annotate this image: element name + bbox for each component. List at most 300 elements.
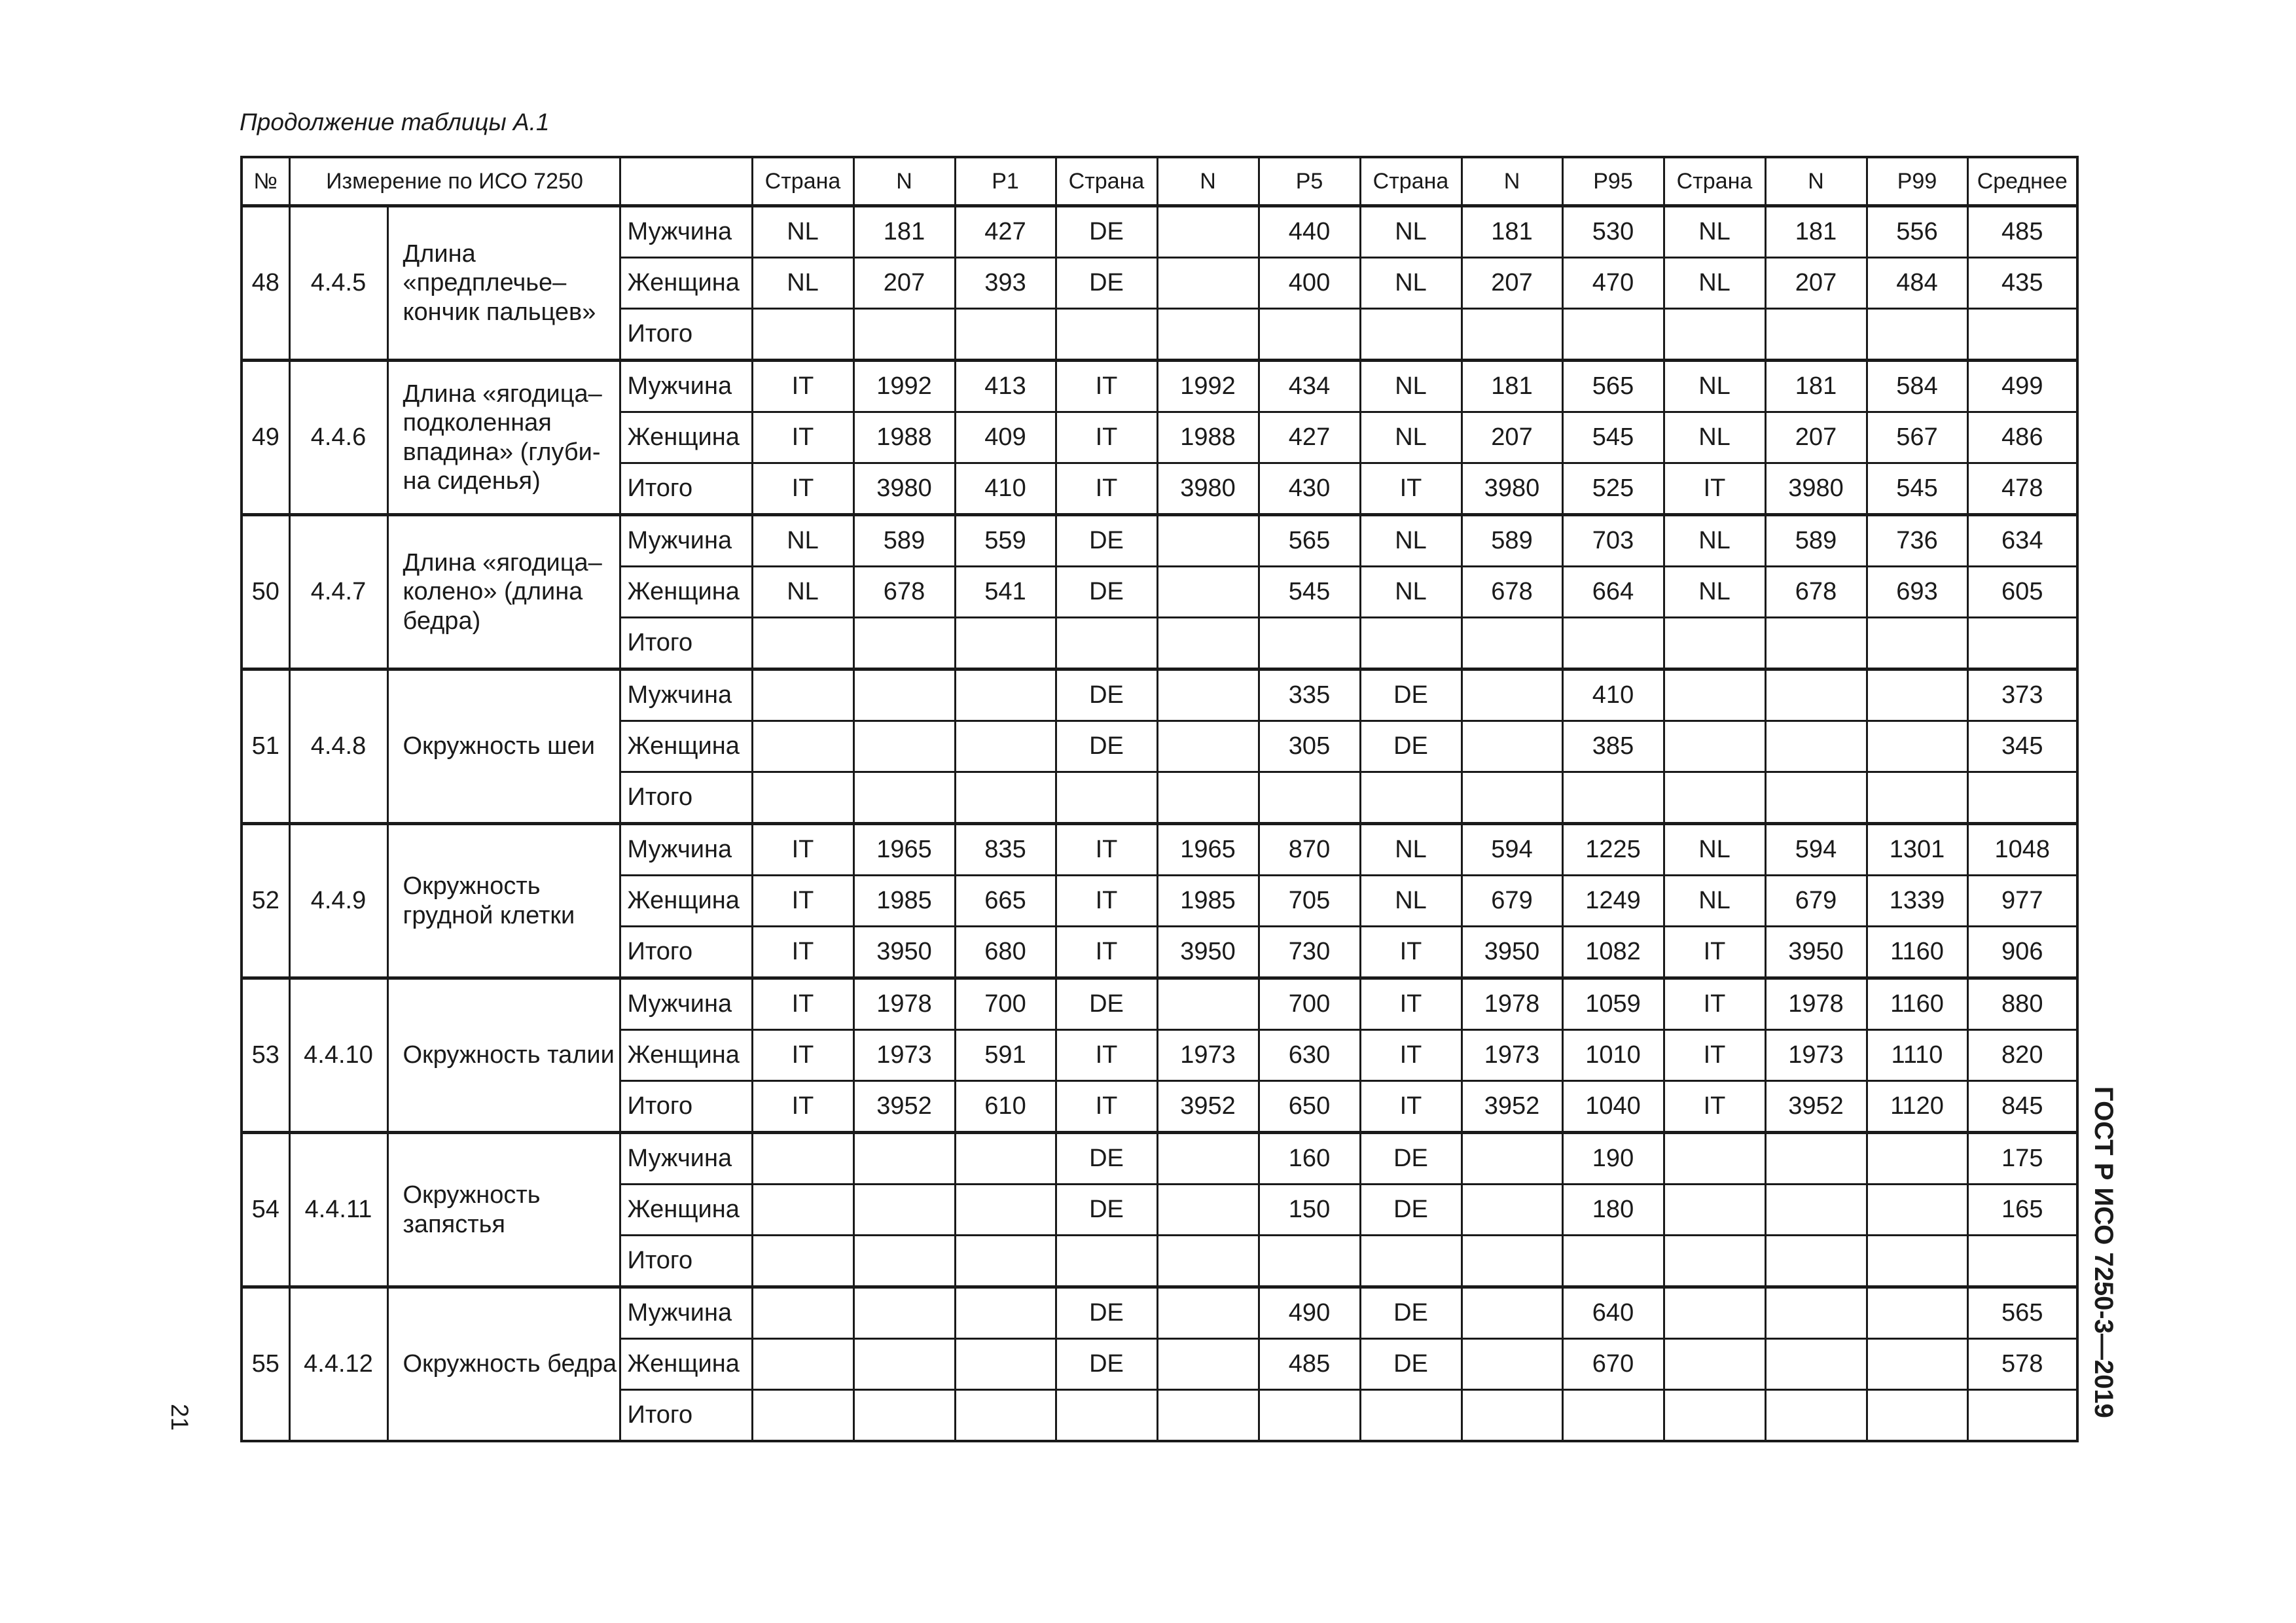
table-cell (752, 309, 853, 361)
table-cell: 427 (955, 206, 1056, 258)
table-cell: 1301 (1867, 824, 1967, 876)
table-cell (1664, 1287, 1765, 1339)
table-cell: 3950 (853, 927, 955, 978)
table-cell: IT (752, 412, 853, 463)
table-cell (1562, 1236, 1664, 1287)
table-row (242, 206, 2077, 258)
table-cell (1867, 1185, 1967, 1236)
measurement-name: Длина «ягодица–колено» (длина бедра) (387, 515, 620, 669)
table-cell: 835 (955, 824, 1056, 876)
table-cell: IT (1056, 824, 1157, 876)
table-cell: IT (752, 1030, 853, 1081)
table-cell (1765, 1287, 1867, 1339)
table-cell: 440 (1259, 206, 1360, 258)
table-cell: NL (1360, 567, 1462, 618)
table-cell: 1160 (1867, 978, 1967, 1030)
group-label: Итого (620, 463, 752, 515)
measurement-name: Длина «предплечье–кончик пальцев» (387, 206, 620, 361)
table-cell: 180 (1562, 1185, 1664, 1236)
table-cell: 181 (1765, 361, 1867, 412)
table-cell: DE (1056, 515, 1157, 567)
table-cell: DE (1056, 1287, 1157, 1339)
table-row (242, 515, 2077, 567)
table-cell: IT (1360, 463, 1462, 515)
group-label: Женщина (620, 1185, 752, 1236)
header-n-p99: N (1765, 157, 1867, 206)
table-cell (853, 669, 955, 721)
table-cell: 160 (1259, 1133, 1360, 1185)
measurement-name: Длина «ягодица–подколенная впадина» (глуби-на сиденья) (387, 361, 620, 515)
table-cell: IT (752, 876, 853, 927)
table-cell: 1978 (853, 978, 955, 1030)
measurement-code: 4.4.7 (289, 515, 387, 669)
table-cell: 1965 (853, 824, 955, 876)
page-number: 21 (166, 1404, 193, 1431)
table-cell: NL (1664, 515, 1765, 567)
table-cell (1765, 309, 1867, 361)
table-cell: 1040 (1562, 1081, 1664, 1133)
header-group (620, 157, 752, 206)
table-cell: 565 (1562, 361, 1664, 412)
table-cell: 541 (955, 567, 1056, 618)
group-label: Мужчина (620, 1287, 752, 1339)
table-cell (1157, 1133, 1259, 1185)
table-cell: 589 (853, 515, 955, 567)
group-label: Женщина (620, 876, 752, 927)
table-cell (955, 1339, 1056, 1390)
table-cell: 820 (1967, 1030, 2077, 1081)
table-cell (1867, 618, 1967, 669)
table-cell (1360, 1236, 1462, 1287)
table-cell (752, 772, 853, 824)
table-cell: 470 (1562, 258, 1664, 309)
table-cell: 175 (1967, 1133, 2077, 1185)
table-cell: 485 (1967, 206, 2077, 258)
group-label: Женщина (620, 721, 752, 772)
table-caption: Продолжение таблицы А.1 (240, 109, 550, 135)
table-cell (1664, 1390, 1765, 1442)
table-cell: 730 (1259, 927, 1360, 978)
row-number: 54 (242, 1133, 289, 1287)
table-cell: 413 (955, 361, 1056, 412)
table-cell: 1249 (1562, 876, 1664, 927)
table-cell (853, 1339, 955, 1390)
table-cell (1765, 1185, 1867, 1236)
table-cell: NL (1360, 876, 1462, 927)
table-cell: DE (1056, 567, 1157, 618)
table-cell: NL (1664, 258, 1765, 309)
table-cell (1462, 1287, 1562, 1339)
table-cell: IT (1664, 927, 1765, 978)
table-cell: 409 (955, 412, 1056, 463)
measurement-name: Окружность запястья (387, 1133, 620, 1287)
table-cell (1056, 309, 1157, 361)
header-no: № (242, 157, 289, 206)
header-p99: P99 (1867, 157, 1967, 206)
table-cell: 670 (1562, 1339, 1664, 1390)
measurement-name: Окружность бедра (387, 1287, 620, 1442)
table-cell (1259, 309, 1360, 361)
table-cell (1259, 1390, 1360, 1442)
table-cell: 693 (1867, 567, 1967, 618)
table-cell: 578 (1967, 1339, 2077, 1390)
table-cell: 490 (1259, 1287, 1360, 1339)
table-cell: IT (752, 1081, 853, 1133)
table-cell (1867, 721, 1967, 772)
table-row (242, 361, 2077, 412)
table-cell (1664, 721, 1765, 772)
header-p95: P95 (1562, 157, 1664, 206)
table-cell: 594 (1462, 824, 1562, 876)
table-cell (1967, 1390, 2077, 1442)
table-cell: NL (752, 206, 853, 258)
measurement-code: 4.4.8 (289, 669, 387, 824)
table-cell: 435 (1967, 258, 2077, 309)
table-cell: 181 (853, 206, 955, 258)
table-cell (955, 772, 1056, 824)
table-cell: 430 (1259, 463, 1360, 515)
table-cell (1967, 1236, 2077, 1287)
table-cell: NL (1360, 412, 1462, 463)
table-cell: 630 (1259, 1030, 1360, 1081)
table-cell: NL (1360, 206, 1462, 258)
table-cell (853, 1236, 955, 1287)
table-cell: 1082 (1562, 927, 1664, 978)
row-number: 50 (242, 515, 289, 669)
table-cell: 700 (955, 978, 1056, 1030)
table-cell: 478 (1967, 463, 2077, 515)
table-cell (1056, 772, 1157, 824)
table-cell: 3952 (1765, 1081, 1867, 1133)
measurement-code: 4.4.10 (289, 978, 387, 1133)
group-label: Итого (620, 772, 752, 824)
table-cell (1360, 1390, 1462, 1442)
table-cell (1157, 1185, 1259, 1236)
measurement-code: 4.4.9 (289, 824, 387, 978)
table-cell: 1988 (853, 412, 955, 463)
table-cell (1157, 669, 1259, 721)
table-cell: 335 (1259, 669, 1360, 721)
group-label: Итого (620, 1236, 752, 1287)
table-cell (1562, 618, 1664, 669)
header-measurement: Измерение по ИСО 7250 (289, 157, 620, 206)
table-cell: 678 (853, 567, 955, 618)
table-cell: DE (1056, 669, 1157, 721)
table-cell: 345 (1967, 721, 2077, 772)
group-label: Итого (620, 309, 752, 361)
table-cell: NL (1360, 515, 1462, 567)
table-cell: DE (1056, 721, 1157, 772)
measurement-name: Окружность грудной клетки (387, 824, 620, 978)
table-cell: 1059 (1562, 978, 1664, 1030)
table-cell (1765, 618, 1867, 669)
table-cell (1867, 1390, 1967, 1442)
row-number: 48 (242, 206, 289, 361)
table-cell: 400 (1259, 258, 1360, 309)
table-cell: 565 (1259, 515, 1360, 567)
table-cell: DE (1056, 1339, 1157, 1390)
table-cell: 3980 (1157, 463, 1259, 515)
table-cell (1462, 1236, 1562, 1287)
table-cell: 565 (1967, 1287, 2077, 1339)
table-cell: IT (752, 361, 853, 412)
group-label: Мужчина (620, 824, 752, 876)
table-cell: 679 (1765, 876, 1867, 927)
group-label: Женщина (620, 567, 752, 618)
table-cell: IT (1056, 1081, 1157, 1133)
measurement-name: Окружность талии (387, 978, 620, 1133)
header-n-p5: N (1157, 157, 1259, 206)
table-cell: IT (1056, 361, 1157, 412)
table-cell (1360, 772, 1462, 824)
table-cell (1259, 618, 1360, 669)
table-cell: NL (752, 567, 853, 618)
table-cell: NL (1360, 258, 1462, 309)
table-cell: 664 (1562, 567, 1664, 618)
table-cell: DE (1360, 1185, 1462, 1236)
table-cell: 207 (1765, 258, 1867, 309)
table-cell: 207 (1765, 412, 1867, 463)
table-cell (752, 618, 853, 669)
table-cell: 486 (1967, 412, 2077, 463)
table-cell: 181 (1462, 206, 1562, 258)
table-cell (1867, 772, 1967, 824)
table-cell: 665 (955, 876, 1056, 927)
table-cell (853, 1287, 955, 1339)
table-cell: 545 (1562, 412, 1664, 463)
table-cell: IT (1056, 876, 1157, 927)
table-cell (1867, 1287, 1967, 1339)
table-cell (955, 618, 1056, 669)
table-cell: DE (1056, 978, 1157, 1030)
table-cell: 485 (1259, 1339, 1360, 1390)
group-label: Мужчина (620, 515, 752, 567)
table-cell (1157, 567, 1259, 618)
group-label: Женщина (620, 1030, 752, 1081)
table-cell (955, 1185, 1056, 1236)
table-cell: 3952 (1462, 1081, 1562, 1133)
table-cell: NL (1664, 412, 1765, 463)
table-cell: 634 (1967, 515, 2077, 567)
header-n-p1: N (853, 157, 955, 206)
group-label: Мужчина (620, 206, 752, 258)
row-number: 55 (242, 1287, 289, 1442)
table-row (242, 1133, 2077, 1185)
table-cell: 410 (955, 463, 1056, 515)
table-cell (1259, 772, 1360, 824)
group-label: Итого (620, 618, 752, 669)
table-cell: IT (752, 978, 853, 1030)
table-cell (752, 1339, 853, 1390)
table-cell: 181 (1462, 361, 1562, 412)
table-cell: IT (752, 824, 853, 876)
table-cell (1765, 1390, 1867, 1442)
table-cell: 610 (955, 1081, 1056, 1133)
table-cell (955, 721, 1056, 772)
table-cell: 207 (1462, 412, 1562, 463)
table-cell: NL (1664, 876, 1765, 927)
table-cell (1157, 618, 1259, 669)
table-cell: 1973 (853, 1030, 955, 1081)
row-number: 51 (242, 669, 289, 824)
table-cell: 427 (1259, 412, 1360, 463)
table-cell: 3952 (853, 1081, 955, 1133)
table-cell: 373 (1967, 669, 2077, 721)
table-cell: 559 (955, 515, 1056, 567)
table-cell: 591 (955, 1030, 1056, 1081)
table-cell: IT (1056, 1030, 1157, 1081)
table-cell: 1978 (1765, 978, 1867, 1030)
table-cell (1765, 1339, 1867, 1390)
header-country-p99: Страна (1664, 157, 1765, 206)
group-label: Итого (620, 927, 752, 978)
table-cell: 700 (1259, 978, 1360, 1030)
table-cell: DE (1056, 258, 1157, 309)
table-cell (1765, 772, 1867, 824)
table-cell: 650 (1259, 1081, 1360, 1133)
table-cell: 1110 (1867, 1030, 1967, 1081)
table-cell: 594 (1765, 824, 1867, 876)
group-label: Итого (620, 1390, 752, 1442)
table-cell: NL (1664, 824, 1765, 876)
table-cell: 640 (1562, 1287, 1664, 1339)
table-cell (1462, 1390, 1562, 1442)
table-cell: 1992 (1157, 361, 1259, 412)
table-cell (1462, 772, 1562, 824)
table-cell: IT (1056, 927, 1157, 978)
table-cell: 3950 (1765, 927, 1867, 978)
table-cell (1967, 618, 2077, 669)
table-cell (955, 1390, 1056, 1442)
table-cell (1056, 618, 1157, 669)
table-cell: IT (752, 463, 853, 515)
table-cell: IT (1056, 463, 1157, 515)
group-label: Женщина (620, 412, 752, 463)
table-cell: 393 (955, 258, 1056, 309)
table-cell (1765, 1236, 1867, 1287)
table-cell (853, 1133, 955, 1185)
table-cell: 705 (1259, 876, 1360, 927)
table-cell (1462, 618, 1562, 669)
table-cell: DE (1360, 1287, 1462, 1339)
table-cell: 1973 (1462, 1030, 1562, 1081)
table-cell: IT (1360, 1030, 1462, 1081)
measurement-code: 4.4.6 (289, 361, 387, 515)
table-cell: IT (1360, 1081, 1462, 1133)
table-cell: 3950 (1157, 927, 1259, 978)
group-label: Мужчина (620, 669, 752, 721)
table-cell (752, 1287, 853, 1339)
table-cell: DE (1360, 1339, 1462, 1390)
table-cell: 3980 (1462, 463, 1562, 515)
table-cell (1562, 772, 1664, 824)
table-cell: 870 (1259, 824, 1360, 876)
table-cell: 1978 (1462, 978, 1562, 1030)
table-cell (752, 721, 853, 772)
table-cell: 736 (1867, 515, 1967, 567)
table-cell: 1010 (1562, 1030, 1664, 1081)
table-cell (1664, 309, 1765, 361)
table-cell (752, 669, 853, 721)
table-cell: 3950 (1462, 927, 1562, 978)
table-cell (1157, 1287, 1259, 1339)
table-cell: 484 (1867, 258, 1967, 309)
table-cell (955, 669, 1056, 721)
table-cell: NL (1664, 206, 1765, 258)
table-cell (1867, 669, 1967, 721)
table-cell (1360, 618, 1462, 669)
table-cell: 1973 (1157, 1030, 1259, 1081)
table-cell (752, 1185, 853, 1236)
table-cell: DE (1360, 1133, 1462, 1185)
table-cell: 845 (1967, 1081, 2077, 1133)
table-cell (1867, 1236, 1967, 1287)
table-cell: 545 (1259, 567, 1360, 618)
header-country-p5: Страна (1056, 157, 1157, 206)
table-cell (1157, 258, 1259, 309)
table-cell: IT (752, 927, 853, 978)
measurement-code: 4.4.5 (289, 206, 387, 361)
table-cell (1967, 309, 2077, 361)
table-cell (1664, 1185, 1765, 1236)
table-cell (1867, 309, 1967, 361)
table-cell (1765, 1133, 1867, 1185)
table-cell: 530 (1562, 206, 1664, 258)
table-cell: 589 (1462, 515, 1562, 567)
table-cell (1867, 1133, 1967, 1185)
table-cell (1664, 1236, 1765, 1287)
table-cell (1664, 618, 1765, 669)
table-cell: 3952 (1157, 1081, 1259, 1133)
table-cell (1360, 309, 1462, 361)
table-cell (853, 1390, 955, 1442)
header-n-p95: N (1462, 157, 1562, 206)
table-cell (1259, 1236, 1360, 1287)
table-cell: NL (1360, 824, 1462, 876)
table-cell (955, 1287, 1056, 1339)
table-cell: 190 (1562, 1133, 1664, 1185)
table-cell: 410 (1562, 669, 1664, 721)
table-cell (1157, 1339, 1259, 1390)
table-cell (955, 1236, 1056, 1287)
table-cell: 165 (1967, 1185, 2077, 1236)
table-cell (1157, 206, 1259, 258)
table-cell: 703 (1562, 515, 1664, 567)
row-number: 52 (242, 824, 289, 978)
table-cell (1462, 309, 1562, 361)
table-cell: 906 (1967, 927, 2077, 978)
header-country-p1: Страна (752, 157, 853, 206)
table-cell (955, 309, 1056, 361)
table-cell: IT (1056, 412, 1157, 463)
table-cell: 1985 (853, 876, 955, 927)
table-cell (1664, 772, 1765, 824)
measurement-code: 4.4.11 (289, 1133, 387, 1287)
table-cell (1664, 1133, 1765, 1185)
table-cell: 207 (1462, 258, 1562, 309)
table-cell (1867, 1339, 1967, 1390)
table-cell: IT (1664, 1081, 1765, 1133)
table-cell (853, 721, 955, 772)
table-cell (1056, 1390, 1157, 1442)
table-cell: 525 (1562, 463, 1664, 515)
table-cell: 1120 (1867, 1081, 1967, 1133)
header-country-p95: Страна (1360, 157, 1462, 206)
table-cell (1157, 1236, 1259, 1287)
table-cell: DE (1056, 1133, 1157, 1185)
table-cell (1157, 721, 1259, 772)
table-cell: 1973 (1765, 1030, 1867, 1081)
